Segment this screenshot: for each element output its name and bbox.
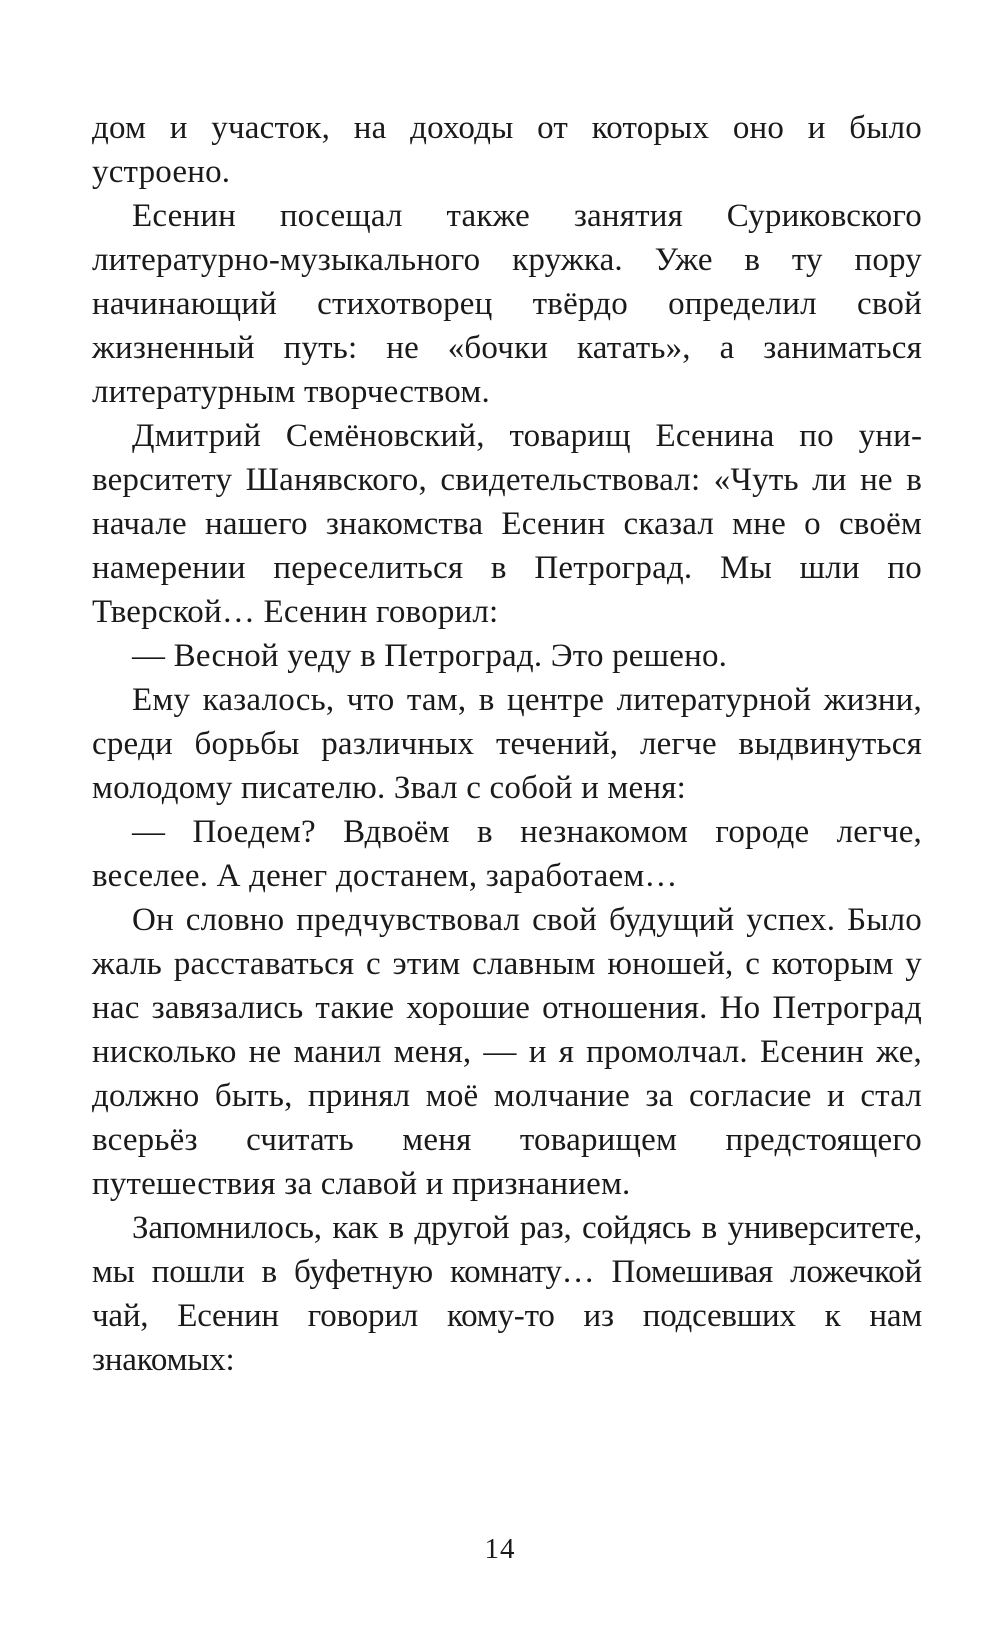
paragraph-1: дом и участок, на доходы от которых оно и было устроено.	[92, 110, 922, 190]
paragraph-5: Ему казалось, что там, в центре литературной жизни, среди борьбы различных течений, легче выдвинуться молодому писателю. Звал с собой и меня:	[92, 682, 922, 806]
paragraph-6-dialogue: — Поедем? Вдвоём в незнакомом городе легче, веселее. А денег достанем, заработаем…	[92, 814, 922, 894]
paragraph-4-dialogue: — Весной уеду в Петроград. Это решено.	[132, 638, 728, 674]
page-body	[92, 106, 922, 1382]
page-number: 14	[484, 1533, 516, 1565]
paragraph-7: Он словно предчувствовал свой будущий успех. Было жаль расставаться с этим славным юношей, с которым у нас завязались такие хорошие отношения. Но Петроград нисколько не манил меня, — и я промолчал. Есенин же, должно быть, принял моё молчание за согласие и стал всерьёз считать меня товарищем предстоящего путешествия за славой и признанием.	[92, 902, 922, 1202]
paragraph-3: Дмитрий Семёновский, товарищ Есенина по университету Шанявского, свидетельствовал: «Чуть ли не в начале нашего знакомства Есенин сказал мне о своём намерении переселиться в Петроград. Мы шли по Тверской… Есенин говорил:	[92, 418, 922, 630]
paragraph-2: Есенин посещал также занятия Суриковского литературно-музыкального кружка. Уже в ту пору начинающий стихотворец твёрдо определил свой жизненный путь: не «бочки катать», а заниматься литературным творчеством.	[92, 198, 922, 410]
paragraph-8: Запомнилось, как в другой раз, сойдясь в университете, мы пошли в буфетную комнату… Помешивая ложечкой чай, Есенин говорил кому-то из подсевших к нам знакомых:	[92, 1210, 922, 1378]
